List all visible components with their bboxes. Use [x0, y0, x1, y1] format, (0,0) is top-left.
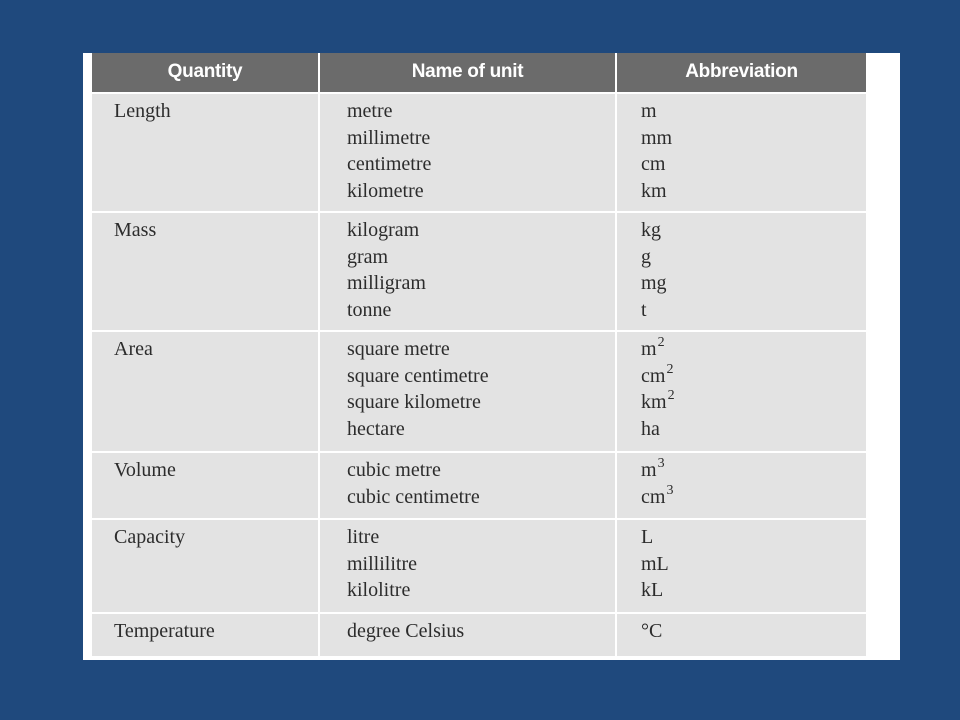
table-row [92, 453, 866, 518]
abbreviation-exponent: 2 [657, 335, 665, 350]
unit-name: litre [347, 526, 380, 548]
unit-abbreviation [641, 527, 653, 547]
unit-name: millilitre [347, 552, 417, 575]
table-row [92, 94, 866, 211]
unit-abbreviation [641, 361, 674, 387]
abbreviation-base: g [641, 245, 651, 268]
unit-name: metre [347, 100, 393, 122]
quantity-label: Volume [114, 459, 176, 481]
unit-abbreviation [641, 220, 661, 240]
unit-name: millimetre [347, 126, 431, 149]
abbreviation-base: L [641, 526, 654, 548]
abbreviation-base: ha [641, 417, 660, 440]
abbreviation-base: cm [641, 364, 666, 387]
unit-abbreviation [641, 554, 669, 574]
unit-abbreviation [641, 621, 662, 641]
abbreviation-exponent: 3 [666, 482, 674, 498]
abbreviation-exponent: 2 [667, 388, 675, 403]
quantity-label: Mass [114, 219, 157, 241]
unit-name: tonne [347, 298, 392, 321]
content-panel [83, 53, 900, 660]
unit-name: square metre [347, 338, 450, 360]
unit-abbreviation [641, 273, 667, 293]
table-row [92, 614, 866, 656]
quantity-label: Length [114, 100, 171, 122]
unit-abbreviation [641, 181, 667, 201]
abbreviation-base: t [641, 298, 647, 321]
header-name-of-unit: Name of unit [411, 61, 524, 82]
abbreviation-base: m [641, 338, 657, 360]
abbreviation-base: m [641, 100, 657, 122]
abbreviation-exponent: 2 [666, 361, 674, 377]
table-row [92, 520, 866, 612]
unit-name: cubic centimetre [347, 485, 480, 508]
unit-name: square centimetre [347, 364, 489, 387]
abbreviation-base: m [641, 459, 657, 481]
unit-abbreviation [641, 300, 647, 320]
abbreviation-base: kL [641, 579, 664, 601]
unit-abbreviation [641, 482, 674, 508]
header-quantity: Quantity [167, 61, 243, 82]
unit-name: square kilometre [347, 391, 481, 413]
unit-abbreviation [641, 456, 665, 481]
unit-abbreviation [641, 247, 651, 267]
abbreviation-base: km [641, 179, 667, 202]
unit-name: milligram [347, 272, 426, 294]
table-row [92, 332, 866, 451]
abbreviation-base: cm [641, 153, 666, 175]
unit-abbreviation [641, 101, 657, 121]
unit-name: gram [347, 245, 389, 268]
table-row [92, 213, 866, 330]
abbreviation-base: kg [641, 219, 661, 241]
abbreviation-exponent: 3 [657, 456, 665, 471]
abbreviation-base: cm [641, 485, 666, 508]
unit-name: degree Celsius [347, 620, 465, 642]
unit-abbreviation [641, 388, 675, 413]
abbreviation-base: mm [641, 126, 673, 149]
abbreviation-base: mg [641, 272, 667, 294]
quantity-label: Area [114, 338, 153, 360]
unit-abbreviation [641, 419, 660, 439]
quantity-label: Temperature [114, 620, 215, 642]
unit-abbreviation [641, 154, 665, 174]
abbreviation-base: °C [641, 620, 663, 642]
unit-abbreviation [641, 335, 665, 360]
unit-abbreviation [641, 128, 672, 148]
table-header-row [92, 53, 866, 92]
abbreviation-base: mL [641, 552, 669, 575]
quantity-label: Capacity [114, 526, 186, 548]
units-table [92, 53, 866, 656]
abbreviation-base: km [641, 391, 667, 413]
unit-name: kilogram [347, 219, 420, 241]
column-divider [318, 53, 320, 656]
unit-name: hectare [347, 417, 405, 440]
unit-name: kilolitre [347, 579, 411, 601]
unit-name: centimetre [347, 153, 432, 175]
column-divider [615, 53, 617, 656]
unit-name: cubic metre [347, 459, 441, 481]
unit-name: kilometre [347, 179, 424, 202]
unit-abbreviation [641, 580, 663, 600]
header-abbreviation: Abbreviation [685, 61, 798, 82]
